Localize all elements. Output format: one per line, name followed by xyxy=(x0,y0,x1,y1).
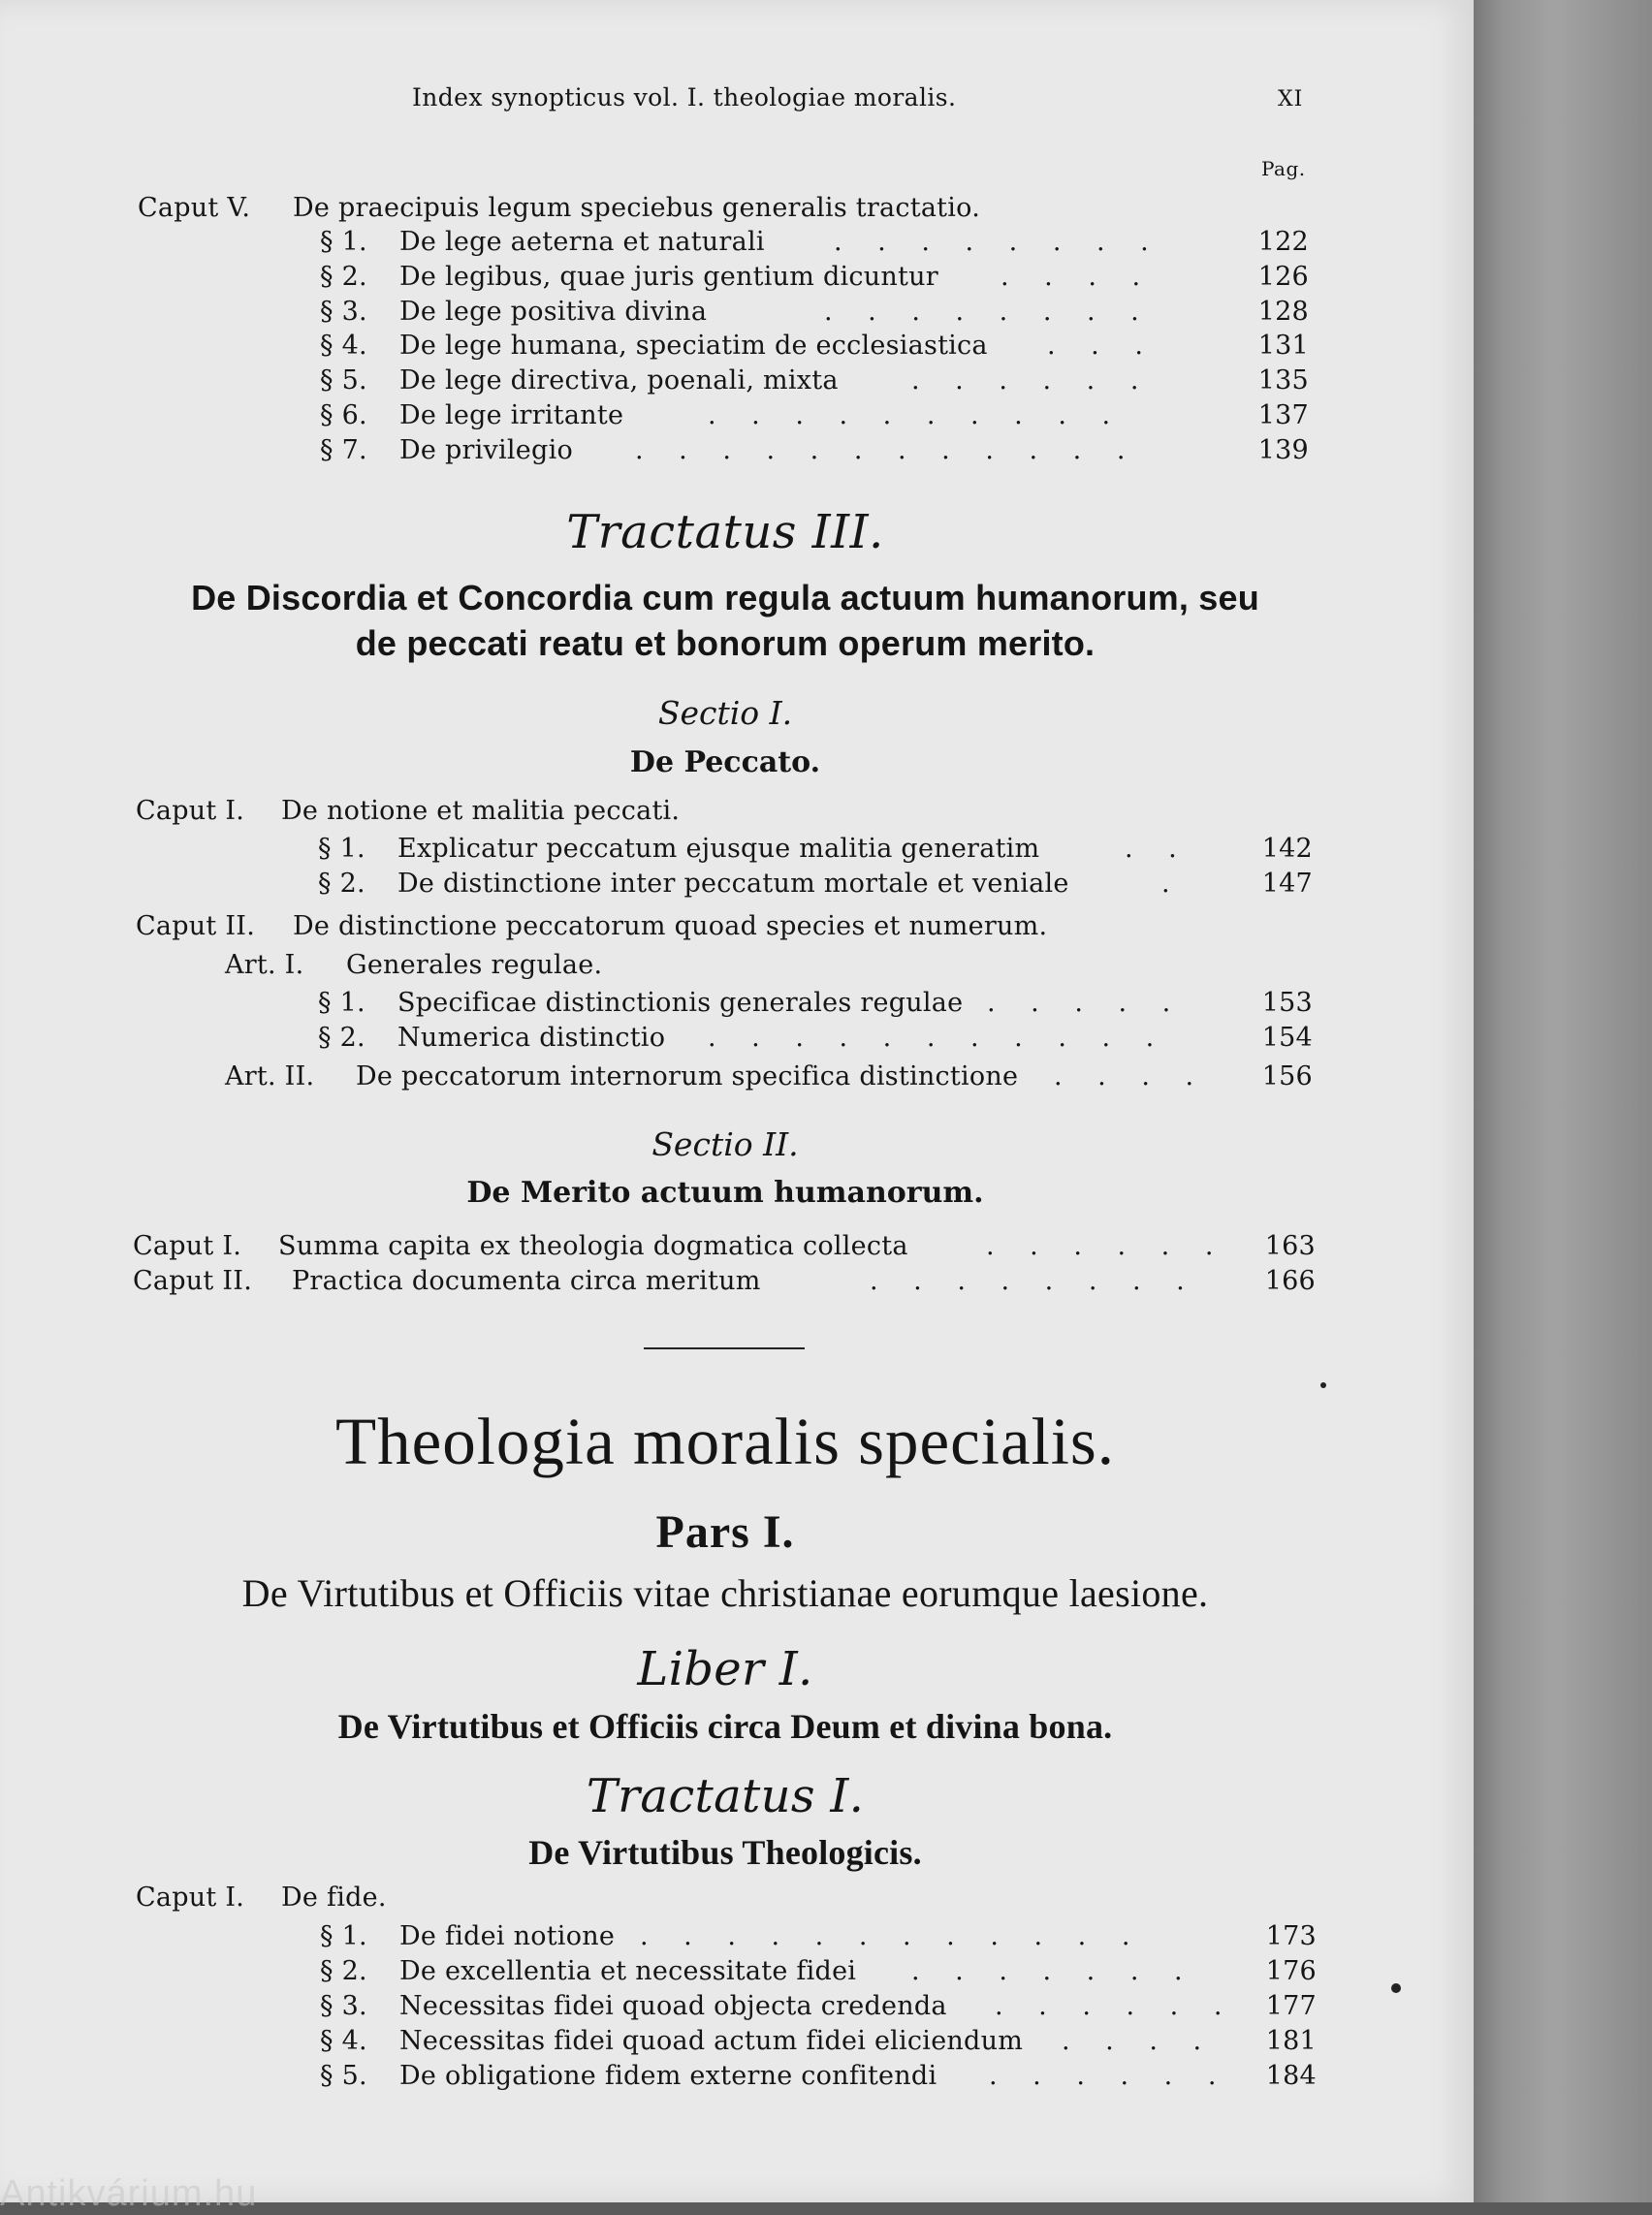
page-reference: 147 xyxy=(1261,869,1313,899)
special-section-title: Theologia moralis specialis. xyxy=(334,1405,1116,1478)
pars-subtitle: De Virtutibus et Officiis vitae christianae eorumque laesione. xyxy=(241,1571,1209,1615)
ink-speck xyxy=(1320,1382,1326,1388)
entry-text: Necessitas fidei quoad objecta credenda xyxy=(399,1991,947,2021)
sectio-i-heading: Sectio I. xyxy=(657,694,793,732)
caput-label: Caput II. xyxy=(136,911,256,941)
tractatus-iii-subtitle-line2: de peccati reatu et bonorum operum merito. xyxy=(355,623,1096,663)
page-column-label: Pag. xyxy=(1261,157,1306,180)
caput-label: Caput I. xyxy=(136,1883,245,1913)
page-edge xyxy=(1474,0,1652,2202)
page-reference: 135 xyxy=(1257,365,1309,396)
entry-text: Necessitas fidei quoad actum fidei eliciendum xyxy=(399,2026,1024,2056)
page-reference: 181 xyxy=(1265,2026,1317,2056)
entry-text: De fidei notione xyxy=(399,1921,616,1951)
entry-text: De lege directiva, poenali, mixta xyxy=(399,365,839,396)
section-marker: § 5. xyxy=(320,365,367,396)
dot-leader: . . xyxy=(1125,834,1191,864)
dot-leader: . . . xyxy=(1047,331,1157,361)
page-reference: 176 xyxy=(1265,1956,1317,1986)
sectio-i-subtitle: De Peccato. xyxy=(629,745,821,779)
dot-leader: . . . . xyxy=(1001,262,1155,292)
dot-leader: . xyxy=(1161,869,1184,899)
dot-leader: . . . . . . xyxy=(911,365,1153,396)
dot-leader: . . . . . . xyxy=(995,1991,1236,2021)
section-marker: § 3. xyxy=(320,297,367,327)
caput-title: De fide. xyxy=(281,1883,387,1913)
page-reference: 166 xyxy=(1264,1266,1316,1296)
page-reference: 184 xyxy=(1265,2061,1317,2091)
entry-text: De privilegio xyxy=(399,435,573,465)
entry-text: De legibus, quae juris gentium dicuntur xyxy=(399,262,938,292)
header-title: Index synopticus vol. I. theologiae moralis. xyxy=(412,83,957,111)
dot-leader: . . . . . . . . . . xyxy=(708,400,1125,430)
liber-subtitle: De Virtutibus et Officiis circa Deum et divina bona. xyxy=(337,1707,1113,1746)
entry-text: De obligatione fidem externe confitendi xyxy=(399,2061,937,2091)
section-marker: § 5. xyxy=(320,2061,367,2091)
page-reference: 137 xyxy=(1257,400,1309,430)
section-marker: § 4. xyxy=(320,331,367,361)
entry-text: De distinctione inter peccatum mortale et veniale xyxy=(397,869,1069,899)
tractatus-i-subtitle: De Virtutibus Theologicis. xyxy=(528,1833,922,1872)
entry-text: De excellentia et necessitate fidei xyxy=(399,1956,857,1986)
page-reference: 142 xyxy=(1261,834,1313,864)
dot-leader: . . . . . . . . xyxy=(824,297,1153,327)
sectio-ii-heading: Sectio II. xyxy=(651,1125,799,1163)
entry-text: Summa capita ex theologia dogmatica collecta xyxy=(278,1231,908,1261)
page-reference: 139 xyxy=(1257,435,1309,465)
caput-title: De praecipuis legum speciebus generalis tractatio. xyxy=(293,193,981,223)
dot-leader: . . . . xyxy=(1062,2026,1216,2056)
dot-leader: . . . . . . . . xyxy=(834,227,1162,257)
section-marker: § 3. xyxy=(320,1991,367,2021)
liber-heading: Liber I. xyxy=(637,1642,813,1696)
caput-label: Caput I. xyxy=(133,1231,242,1261)
page-reference: 163 xyxy=(1264,1231,1316,1261)
page-number: XI xyxy=(1278,87,1304,111)
section-marker: § 2. xyxy=(320,262,367,292)
section-marker: § 1. xyxy=(318,988,365,1018)
page-reference: 126 xyxy=(1257,262,1309,292)
art-title: Generales regulae. xyxy=(346,950,603,980)
dot-leader: . . . . . . . . xyxy=(870,1266,1198,1296)
dot-leader: . . . . . . . . . . . xyxy=(708,1023,1168,1053)
page-reference: 153 xyxy=(1261,988,1313,1018)
entry-text: De lege humana, speciatim de ecclesiastica xyxy=(399,331,988,361)
section-marker: § 1. xyxy=(320,1921,367,1951)
ink-speck xyxy=(1391,1983,1401,1993)
art-label: Art. I. xyxy=(225,950,304,980)
entry-text: De peccatorum internorum specifica distinctione xyxy=(356,1061,1019,1092)
page-reference: 122 xyxy=(1257,227,1309,257)
caput-title: De distinctione peccatorum quoad species et numerum. xyxy=(293,911,1048,941)
page-reference: 177 xyxy=(1265,1991,1317,2021)
entry-text: Specificae distinctionis generales regulae xyxy=(397,988,964,1018)
watermark-text: Antikvárium.hu xyxy=(0,2173,258,2214)
entry-text: Numerica distinctio xyxy=(397,1023,666,1053)
tractatus-i-heading: Tractatus I. xyxy=(586,1769,865,1823)
section-marker: § 4. xyxy=(320,2026,367,2056)
entry-text: Explicatur peccatum ejusque malitia generatim xyxy=(397,834,1040,864)
entry-text: De lege positiva divina xyxy=(399,297,708,327)
section-marker: § 6. xyxy=(320,400,367,430)
entry-text: Practica documenta circa meritum xyxy=(292,1266,761,1296)
entry-text: De lege aeterna et naturali xyxy=(399,227,765,257)
caput-label: Caput V. xyxy=(138,193,251,223)
pars-heading: Pars I. xyxy=(655,1506,795,1558)
caput-label: Caput I. xyxy=(136,796,245,826)
tractatus-iii-heading: Tractatus III. xyxy=(566,505,884,559)
section-marker: § 2. xyxy=(320,1956,367,1986)
section-marker: § 2. xyxy=(318,1023,365,1053)
sectio-ii-subtitle: De Merito actuum humanorum. xyxy=(466,1176,984,1210)
caput-label: Caput II. xyxy=(133,1266,253,1296)
dot-leader: . . . . . . . . . . . . xyxy=(635,435,1139,465)
section-marker: § 7. xyxy=(320,435,367,465)
section-marker: § 1. xyxy=(320,227,367,257)
page-reference: 156 xyxy=(1261,1061,1313,1092)
art-label: Art. II. xyxy=(225,1061,315,1092)
page-reference: 128 xyxy=(1257,297,1309,327)
dot-leader: . . . . . xyxy=(987,988,1185,1018)
tractatus-iii-subtitle-line1: De Discordia et Concordia cum regula actuum humanorum, seu xyxy=(191,578,1259,617)
dot-leader: . . . . . . xyxy=(986,1231,1227,1261)
page-reference: 131 xyxy=(1257,331,1309,361)
dot-leader: . . . . . . xyxy=(989,2061,1230,2091)
dot-leader: . . . . xyxy=(1054,1061,1208,1092)
page-reference: 173 xyxy=(1265,1921,1317,1951)
page-reference: 154 xyxy=(1261,1023,1313,1053)
section-divider xyxy=(644,1347,805,1349)
entry-text: De lege irritante xyxy=(399,400,624,430)
section-marker: § 2. xyxy=(318,869,365,899)
dot-leader: . . . . . . . . . . . . xyxy=(640,1921,1144,1951)
caput-title: De notione et malitia peccati. xyxy=(281,796,681,826)
section-marker: § 1. xyxy=(318,834,365,864)
dot-leader: . . . . . . . xyxy=(911,1956,1196,1986)
